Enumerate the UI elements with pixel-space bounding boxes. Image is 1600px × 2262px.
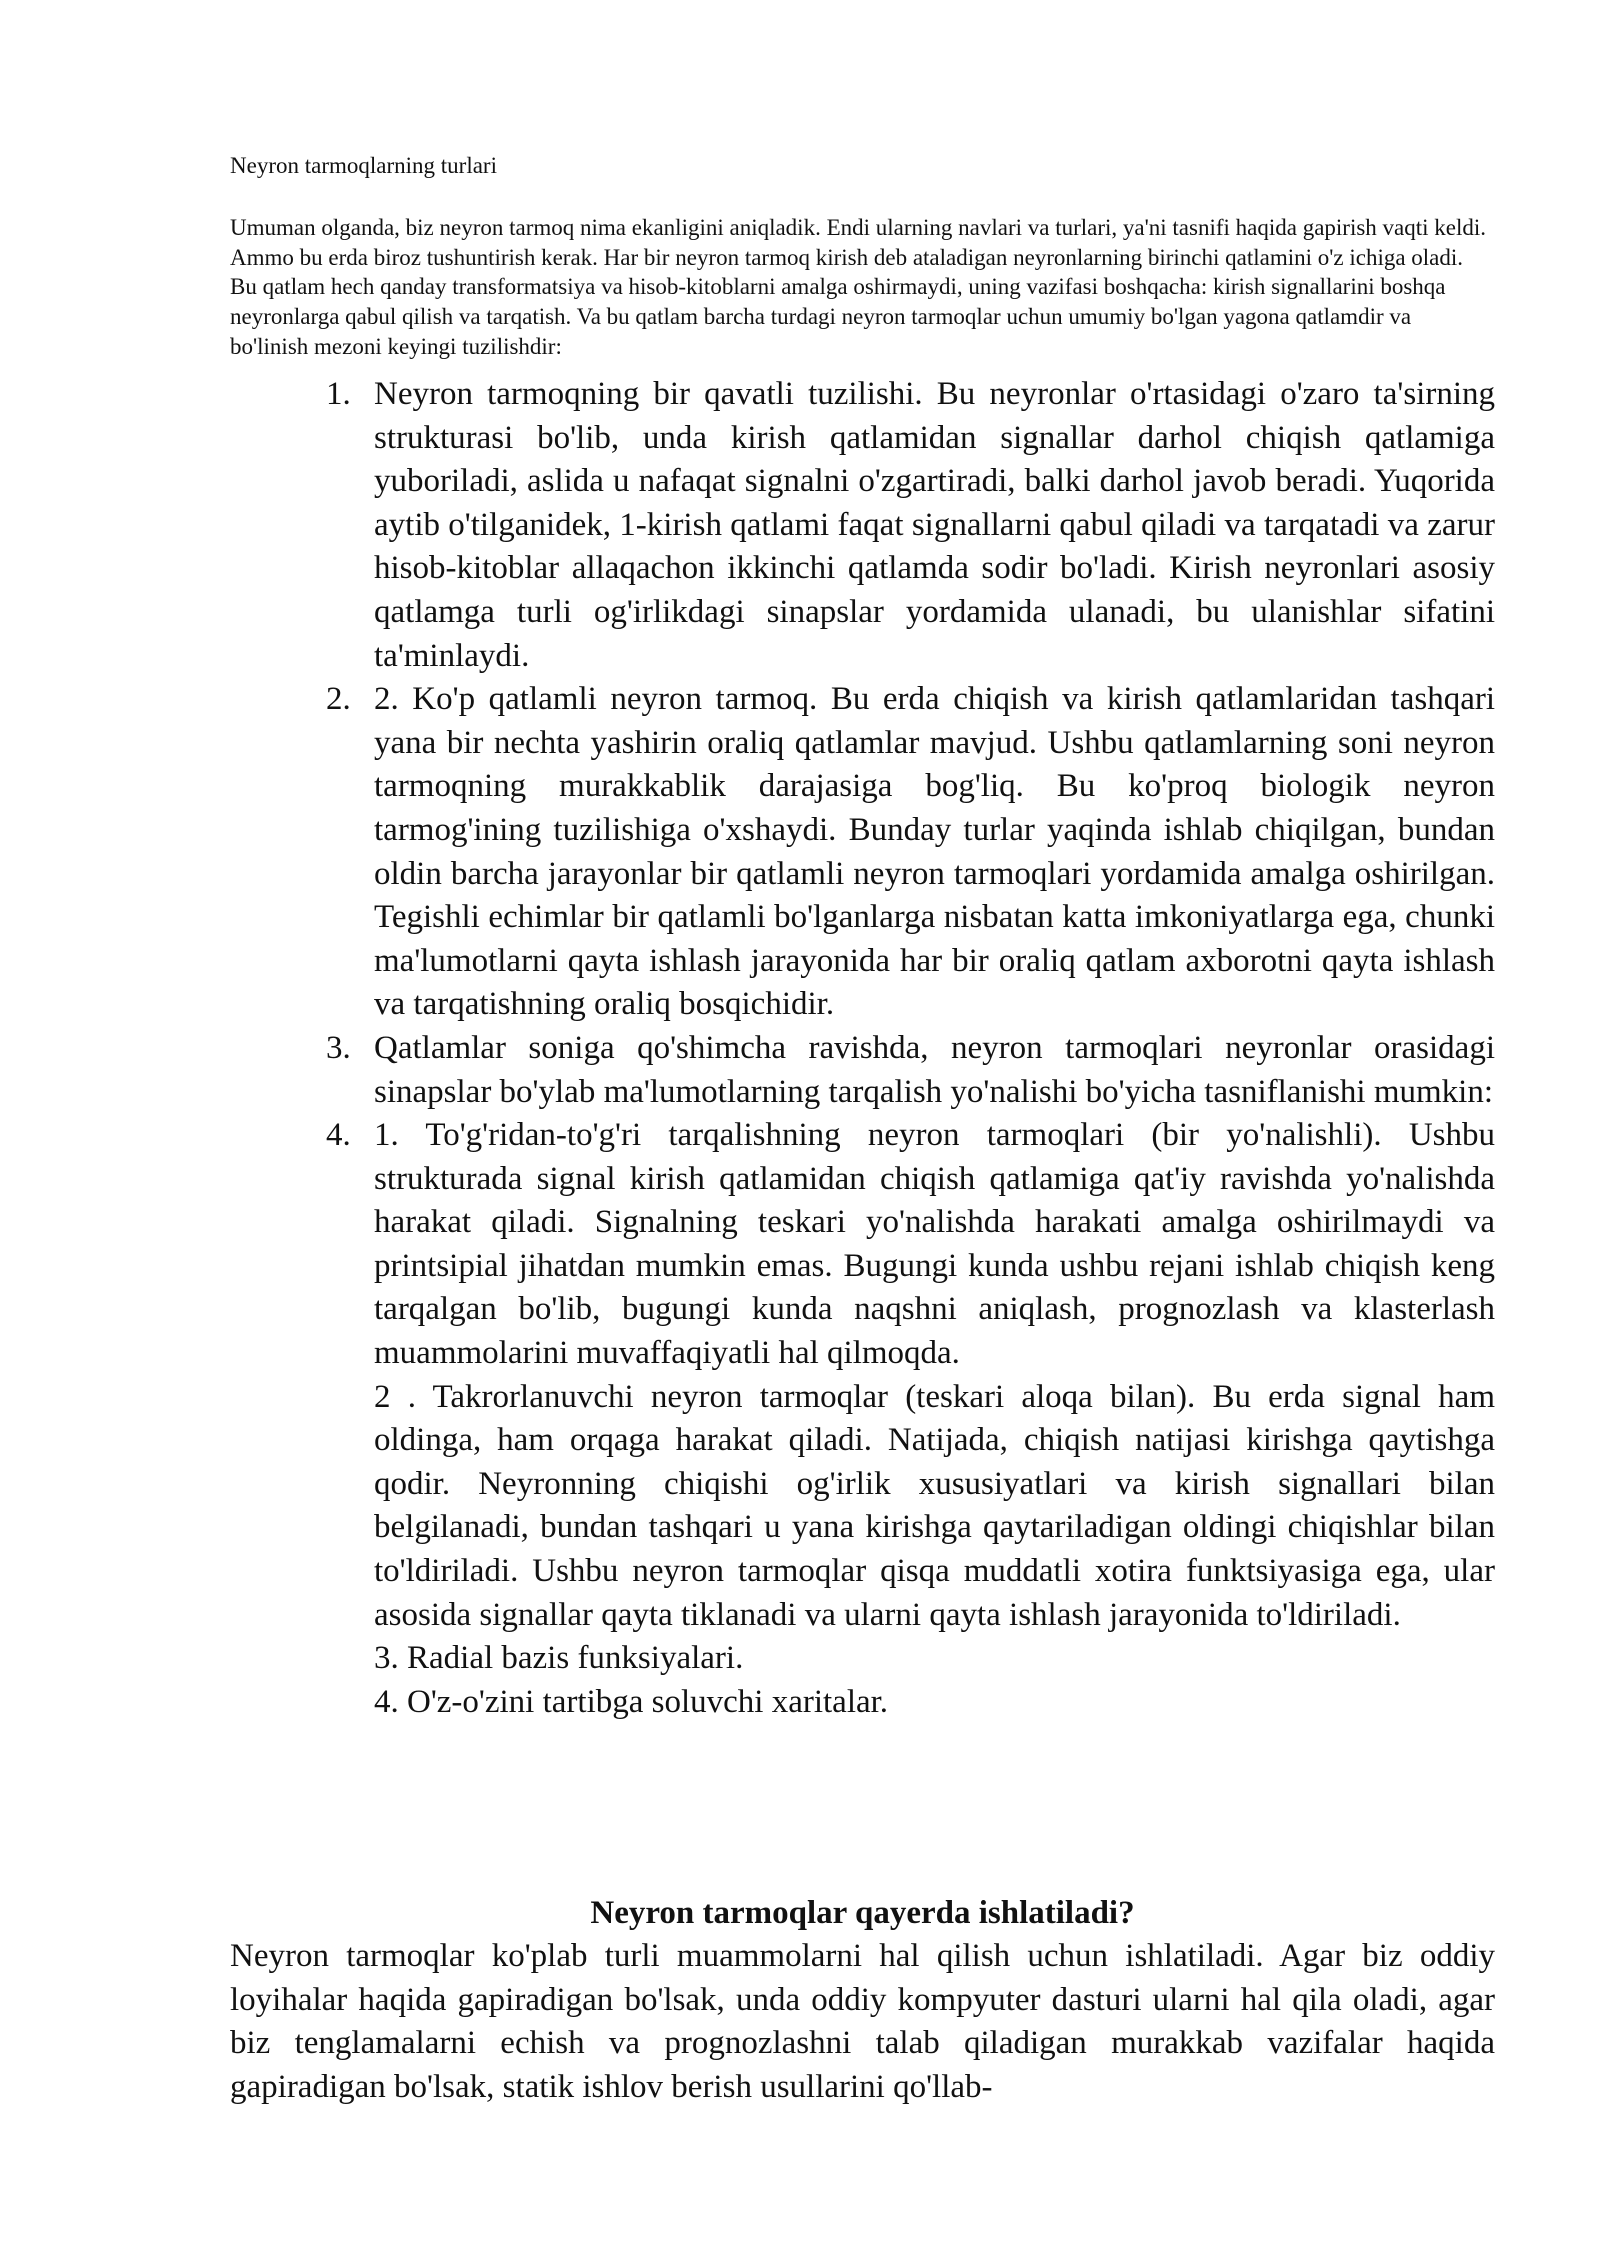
section-heading: Neyron tarmoqlar qayerda ishlatiladi? — [590, 1895, 1135, 1931]
list-item-number: 3. — [326, 1029, 351, 1066]
list-item-text: Qatlamlar soniga qo'shimcha ravishda, neyron tarmoqlari neyronlar orasidagi sinapslar bo'ylab ma'lumotlarning tarqalish yo'nalishi bo'yicha tasniflanishi mumkin: — [374, 1029, 1495, 1110]
list-subitem: 2 . Takrorlanuvchi neyron tarmoqlar (teskari aloqa bilan). Bu erda signal ham oldinga, ham orqaga harakat qiladi. Natijada, chiqish natijasi kirishga qaytishga qodir. Neyronning chiqishi og'irlik xususiyatlari va kirish signallari bilan belgilanadi, bundan tashqari u yana kirishga qaytariladigan oldingi chiqishlar bilan to'ldiriladi. Ushbu neyron tarmoqlar qisqa muddatli xotira funktsiyasiga ega, ular asosida signallar qayta tiklanadi va ularni qayta ishlash jarayonida to'ldiriladi. — [374, 1378, 1495, 1633]
list-item — [326, 1027, 1495, 1114]
list-item-number: 1. — [326, 376, 351, 412]
list-item-text: 2. Ko'p qatlamli neyron tarmoq. Bu erda chiqish va kirish qatlamlaridan tashqari yana bir nechta yashirin oraliq qatlamlar mavjud. Ushbu qatlamlarning soni neyron tarmoqning murakkablik darajasiga bog'liq. Bu ko'proq biologik neyron tarmog'ining tuzilishiga o'xshaydi. Bunday turlar yaqinda ishlab chiqilgan, bundan oldin barcha jarayonlar bir qatlamli neyron tarmoqlari yordamida amalga oshirilgan. Tegishli echimlar bir qatlamli bo'lganlarga nisbatan katta imkoniyatlarga ega, chunki ma'lumotlarni qayta ishlash jarayonida har bir oraliq qatlam axborotni qayta ishlash va tarqatishning oraliq bosqichidir. — [374, 681, 1495, 1023]
numbered-list — [326, 373, 1495, 1724]
list-item-text: Neyron tarmoqning bir qavatli tuzilishi. Bu neyronlar o'rtasidagi o'zaro ta'sirning strukturasi bo'lib, unda kirish qatlamidan signallar darhol chiqish qatlamiga yuboriladi, aslida u nafaqat signalni o'zgartiradi, balki darhol javob beradi. Yuqorida aytib o'tilganidek, 1-kirish qatlami faqat signallarni qabul qiladi va tarqatadi va zarur hisob-kitoblar allaqachon ikkinchi qatlamda sodir bo'ladi. Kirish neyronlari asosiy qatlamga turli og'irlikdagi sinapslar yordamida ulanadi, bu ulanishlar sifatini ta'minlaydi. — [374, 376, 1495, 674]
list-item — [326, 373, 1495, 678]
intro-paragraph: Umuman olganda, biz neyron tarmoq nima ekanligini aniqladik. Endi ularning navlari va turlari, ya'ni tasnifi haqida gapirish vaqti keldi. Ammo bu erda biroz tushuntirish kerak. Har bir neyron tarmoq kirish deb ataladigan neyronlarning birinchi qatlamini o'z ichiga oladi. Bu qatlam hech qanday transformatsiya va hisob-kitoblarni amalga oshirmaydi, uning vazifasi boshqacha: kirish signallarini boshqa neyronlarga qabul qilish va tarqatish. Va bu qatlam barcha turdagi neyron tarmoqlar uchun umumiy bo'lgan yagona qatlamdir va bo'linish mezoni keyingi tuzilishdir: — [230, 215, 1487, 359]
list-item — [326, 678, 1495, 1027]
document-title: Neyron tarmoqlarning turlari — [230, 153, 497, 178]
list-item-number: 4. — [326, 1117, 351, 1154]
list-subitem: 4. O'z-o'zini tartibga soluvchi xaritalar. — [374, 1683, 889, 1720]
body-paragraph: Neyron tarmoqlar ko'plab turli muammolarni hal qilish uchun ishlatiladi. Agar biz oddiy loyihalar haqida gapiradigan bo'lsak, unda oddiy kompyuter dasturi ularni hal qila oladi, agar biz tenglamalarni echish va prognozlashni talab qiladigan murakkab vazifalar haqida gapiradigan bo'lsak, statik ishlov berish usullarini qo'llab- — [230, 1938, 1495, 2105]
list-subitem: 3. Radial bazis funksiyalari. — [374, 1640, 744, 1677]
list-item-number: 2. — [326, 681, 351, 718]
list-item — [326, 1114, 1495, 1724]
list-item-text: 1. To'g'ridan-to'g'ri tarqalishning neyron tarmoqlari (bir yo'nalishli). Ushbu strukturada signal kirish qatlamidan chiqish qatlamiga qat'iy ravishda yo'nalishda harakat qiladi. Signalning teskari yo'nalishda harakati amalga oshirilmaydi va printsipial jihatdan mumkin emas. Bugungi kunda ushbu rejani ishlab chiqish keng tarqalgan bo'lib, bugungi kunda naqshni aniqlash, prognozlash va klasterlash muammolarini muvaffaqiyatli hal qilmoqda. — [374, 1117, 1495, 1372]
